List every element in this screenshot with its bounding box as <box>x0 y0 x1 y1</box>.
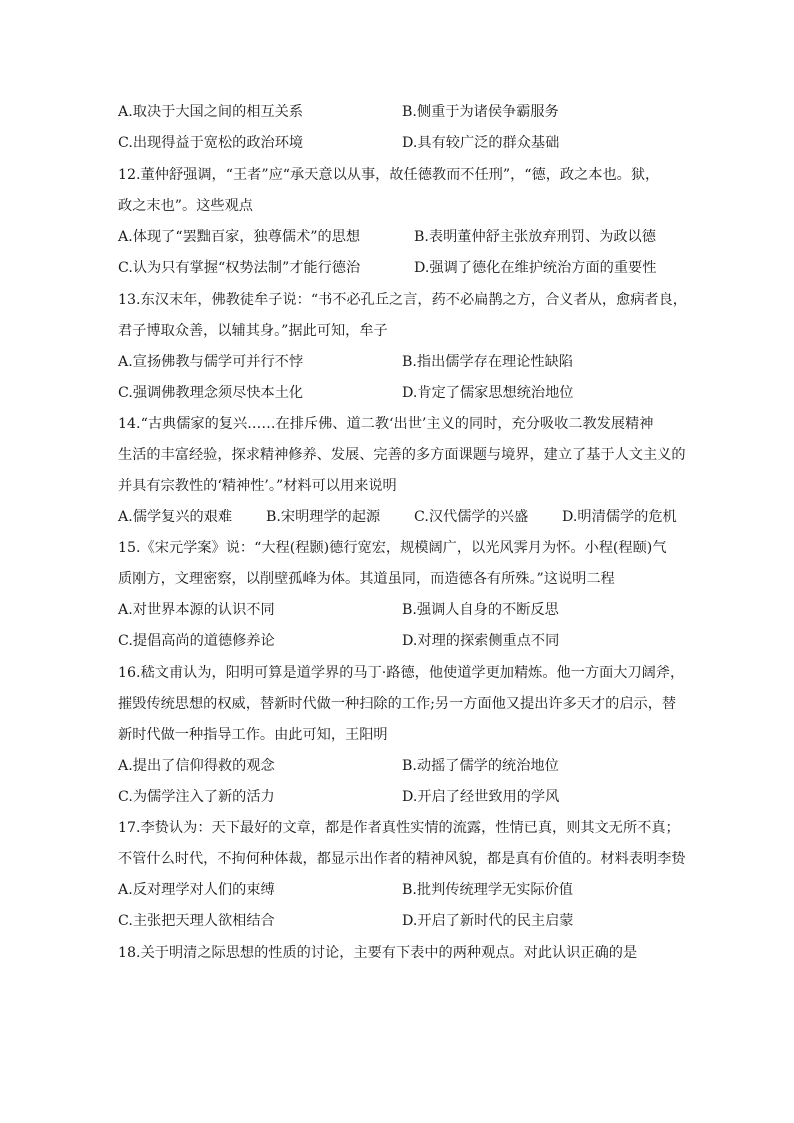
q12-stem-line: 12.董仲舒强调，“王者”应“承天意以从事，故任德教而不任刑”，“德，政之本也。狱， <box>118 167 660 183</box>
q16-stem-line: 16.嵇文甫认为，阳明可算是道学界的马丁·路德，他使道学更加精炼。他一方面大刀阔斧， <box>118 665 685 681</box>
q16-stem-line: 新时代做一种指导工作。由此可知，王阳明 <box>118 727 388 743</box>
q12-stem-line: 政之末也”。这些观点 <box>118 198 253 214</box>
q14-option-d[interactable]: D.明清儒学的危机 <box>562 509 677 525</box>
q14-option-a[interactable]: A.儒学复兴的艰难 <box>118 509 233 525</box>
q12-option-b[interactable]: B.表明董仲舒主张放弃刑罚、为政以德 <box>414 229 656 245</box>
q15-option-a[interactable]: A.对世界本源的认识不同 <box>118 602 275 618</box>
q17-option-b[interactable]: B.批判传统理学无实际价值 <box>402 882 573 898</box>
q13-option-a[interactable]: A.宣扬佛教与儒学可并行不悖 <box>118 354 304 370</box>
q13-option-c[interactable]: C.强调佛教理念须尽快本土化 <box>118 385 304 401</box>
q11-option-b[interactable]: B.侧重于为诸侯争霸服务 <box>402 104 559 120</box>
q15-option-d[interactable]: D.对理的探索侧重点不同 <box>402 633 560 649</box>
q16-option-d[interactable]: D.开启了经世致用的学风 <box>402 789 560 805</box>
q15-option-c[interactable]: C.提倡高尚的道德修养论 <box>118 633 275 649</box>
q12-option-a[interactable]: A.体现了“罢黜百家，独尊儒术”的思想 <box>118 229 361 245</box>
q15-stem-line: 15.《宋元学案》说：“大程(程颢)德行宽宏，规模阔广，以光风霁月为怀。小程(程颐)气 <box>118 540 667 556</box>
q16-option-c[interactable]: C.为儒学注入了新的活力 <box>118 789 275 805</box>
q11-option-c[interactable]: C.出现得益于宽松的政治环境 <box>118 135 304 151</box>
q14-option-b[interactable]: B.宋明理学的起源 <box>266 509 381 525</box>
q18-stem-line: 18.关于明清之际思想的性质的讨论，主要有下表中的两种观点。对此认识正确的是 <box>118 945 638 961</box>
q17-stem-line: 17.李贽认为：天下最好的文章，都是作者真性实情的流露，性情已真，则其文无所不真； <box>118 820 680 836</box>
q17-option-a[interactable]: A.反对理学对人们的束缚 <box>118 882 275 898</box>
q12-option-d[interactable]: D.强调了德化在维护统治方面的重要性 <box>414 260 657 276</box>
q13-option-b[interactable]: B.指出儒学存在理论性缺陷 <box>402 354 573 370</box>
q14-stem-line: 生活的丰富经验，探求精神修养、发展、完善的多方面课题与境界，建立了基于人文主义的 <box>118 447 686 463</box>
q12-option-c[interactable]: C.认为只有掌握“权势法制”才能行德治 <box>118 260 361 276</box>
q15-option-b[interactable]: B.强调人自身的不断反思 <box>402 602 559 618</box>
q17-option-c[interactable]: C.主张把天理人欲相结合 <box>118 913 275 929</box>
q13-stem-line: 君子博取众善，以辅其身。”据此可知，牟子 <box>118 323 388 339</box>
q17-stem-line: 不管什么时代，不拘何种体裁，都显示出作者的精神风貌，都是真有价值的。材料表明李贽 <box>118 851 686 867</box>
q11-option-d[interactable]: D.具有较广泛的群众基础 <box>402 135 560 151</box>
q11-option-a[interactable]: A.取决于大国之间的相互关系 <box>118 104 304 120</box>
q14-stem-line: 14.“古典儒家的复兴……在排斥佛、道二教‘出世’主义的同时，充分吸收二教发展精神 <box>118 416 654 432</box>
q16-option-b[interactable]: B.动摇了儒学的统治地位 <box>402 758 559 774</box>
q16-option-a[interactable]: A.提出了信仰得救的观念 <box>118 758 275 774</box>
q17-option-d[interactable]: D.开启了新时代的民主启蒙 <box>402 913 574 929</box>
q16-stem-line: 摧毁传统思想的权威，替新时代做一种扫除的工作;另一方面他又提出许多天才的启示，替 <box>118 696 677 712</box>
q15-stem-line: 质刚方，文理密察，以削壁孤峰为体。其道虽同，而造德各有所殊。”这说明二程 <box>118 571 615 587</box>
q14-stem-line: 并具有宗教性的‘精神性’。”材料可以用来说明 <box>118 478 397 494</box>
q13-stem-line: 13.东汉末年，佛教徒牟子说：“书不必孔丘之言，药不必扁鹊之方，合义者从，愈病者良， <box>118 292 687 308</box>
q14-option-c[interactable]: C.汉代儒学的兴盛 <box>414 509 529 525</box>
q13-option-d[interactable]: D.肯定了儒家思想统治地位 <box>402 385 574 401</box>
